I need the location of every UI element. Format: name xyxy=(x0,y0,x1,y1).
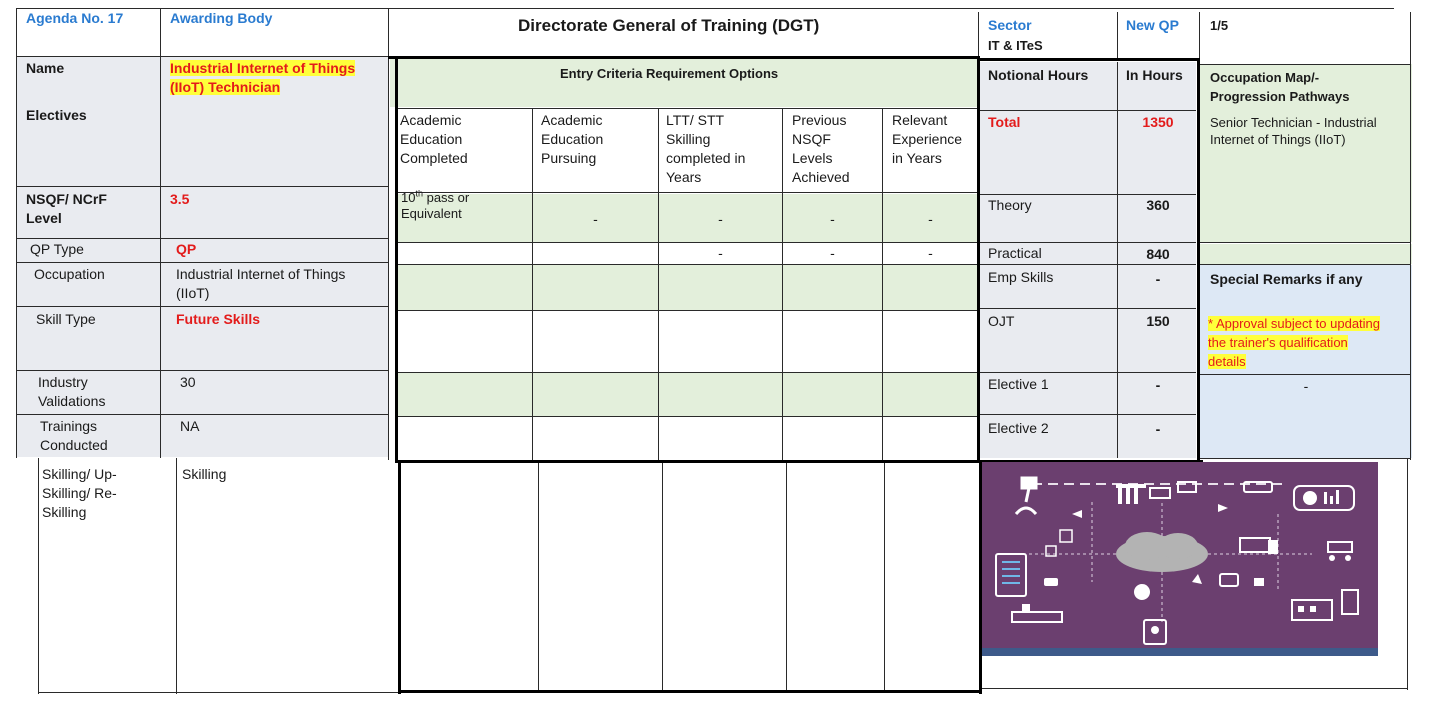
hours-emp-skills-value: - xyxy=(1155,271,1161,287)
remarks-dash: - xyxy=(1303,378,1309,394)
entry-row1-academic xyxy=(401,190,469,222)
approval-line3: details xyxy=(1208,354,1246,369)
special-remarks-label: Special Remarks if any xyxy=(1210,271,1363,287)
approval-remark xyxy=(1208,314,1380,371)
entry-col-academic-completed xyxy=(400,111,468,168)
nsqf-label xyxy=(26,190,107,228)
iiot-illustration xyxy=(982,462,1378,656)
left-value-bg xyxy=(163,56,388,457)
electives-label: Electives xyxy=(26,107,87,123)
industry-validations-value: 30 xyxy=(180,374,196,390)
nsqf-value: 3.5 xyxy=(170,191,190,207)
col2-line2: Education xyxy=(541,131,604,147)
iiot-network-graphic xyxy=(982,462,1378,656)
tenth-number: 10 xyxy=(401,190,416,205)
col3-line2: Skilling xyxy=(666,131,711,147)
hours-theory-label: Theory xyxy=(988,197,1032,213)
equivalent: Equivalent xyxy=(401,206,462,221)
trainings-label-line1: Trainings xyxy=(40,418,98,434)
entry-row5-bg xyxy=(396,372,978,416)
skill-type-value: Future Skills xyxy=(176,311,261,327)
col1-line2: Education xyxy=(400,131,463,147)
trainings-conducted-value: NA xyxy=(180,418,200,434)
col3-line4: Years xyxy=(666,169,702,185)
skilling-label xyxy=(42,465,117,522)
approval-line2: the trainer's qualification xyxy=(1208,335,1348,350)
col4-line1: Previous xyxy=(792,112,847,128)
col5-line2: Experience xyxy=(892,131,963,147)
occupation-map-heading xyxy=(1210,68,1349,106)
name-value xyxy=(170,59,355,97)
entry-row1-c5: - xyxy=(928,211,933,227)
senior-technician-path xyxy=(1210,114,1377,148)
hours-total-label: Total xyxy=(988,114,1021,130)
industry-label-line2: Validations xyxy=(38,393,106,409)
name-value-line1: Industrial Internet of Things xyxy=(170,60,356,76)
sector-label: Sector xyxy=(988,17,1032,33)
hours-emp-skills-label: Emp Skills xyxy=(988,269,1054,285)
entry-col-relevant-experience xyxy=(892,111,962,168)
name-label: Name xyxy=(26,60,65,76)
occupation-value-line1: Industrial Internet of Things xyxy=(176,266,346,282)
nsqf-label-line2: Level xyxy=(26,210,62,226)
name-value-line2: (IIoT) Technician xyxy=(170,79,281,95)
hours-total-value: 1350 xyxy=(1142,114,1174,130)
entry-col-ltt-stt xyxy=(666,111,745,187)
entry-col-academic-pursuing xyxy=(541,111,603,168)
tenth-post: pass or xyxy=(422,190,470,205)
occupation-value xyxy=(176,265,345,303)
page-number: 1/5 xyxy=(1210,18,1229,33)
col3-line3: completed in xyxy=(666,150,746,166)
hours-ojt-value: 150 xyxy=(1146,313,1170,329)
skilling-label-line3: Skilling xyxy=(42,504,87,520)
industry-label-line1: Industry xyxy=(38,374,88,390)
entry-row1-c2: - xyxy=(593,211,598,227)
qp-type-value: QP xyxy=(176,241,197,257)
page-title: Directorate General of Training (DGT) xyxy=(518,16,820,35)
col4-line3: Levels xyxy=(792,150,833,166)
occupation-label: Occupation xyxy=(34,266,105,282)
hours-elective2-label: Elective 2 xyxy=(988,420,1049,436)
trainings-conducted-label xyxy=(40,417,108,455)
new-qp-label: New QP xyxy=(1126,17,1179,33)
notional-hours-label: Notional Hours xyxy=(988,67,1089,83)
skill-type-label: Skill Type xyxy=(36,311,96,327)
hours-elective1-value: - xyxy=(1155,377,1161,393)
col3-line1: LTT/ STT xyxy=(666,112,725,128)
col4-line2: NSQF xyxy=(792,131,831,147)
agenda-number: Agenda No. 17 xyxy=(26,10,124,26)
in-hours-label: In Hours xyxy=(1126,67,1183,83)
right-green2-bg xyxy=(1199,244,1412,264)
occupation-value-line2: (IIoT) xyxy=(176,285,210,301)
occupation-map-line1: Occupation Map/- xyxy=(1210,70,1320,85)
skilling-label-line1: Skilling/ Up- xyxy=(42,466,117,482)
entry-row1-c3: - xyxy=(718,211,723,227)
col2-line1: Academic xyxy=(541,112,603,128)
entry-col-previous-nsqf xyxy=(792,111,850,187)
tenth-sup: th xyxy=(415,188,423,199)
entry-row1-c4: - xyxy=(830,211,835,227)
hours-practical-value: 840 xyxy=(1146,246,1170,262)
hours-theory-value: 360 xyxy=(1146,197,1170,213)
awarding-body-label: Awarding Body xyxy=(170,10,273,26)
entry-row2-c4: - xyxy=(830,245,835,261)
skilling-label-line2: Skilling/ Re- xyxy=(42,485,117,501)
col1-line3: Completed xyxy=(400,150,468,166)
occupation-map-line2: Progression Pathways xyxy=(1210,89,1350,104)
industry-validations-label xyxy=(38,373,105,411)
senior-line1: Senior Technician - Industrial xyxy=(1210,115,1377,130)
approval-line1: * Approval subject to updating xyxy=(1208,316,1381,331)
hours-practical-label: Practical xyxy=(988,245,1042,261)
entry-criteria-title: Entry Criteria Requirement Options xyxy=(560,66,779,81)
hours-elective2-value: - xyxy=(1155,421,1161,437)
senior-line2: Internet of Things (IIoT) xyxy=(1210,132,1346,147)
hours-elective1-label: Elective 1 xyxy=(988,376,1049,392)
qp-type-label: QP Type xyxy=(30,241,84,257)
col2-line3: Pursuing xyxy=(541,150,597,166)
entry-row2-c5: - xyxy=(928,245,933,261)
sector-value: IT & ITeS xyxy=(988,38,1043,53)
skilling-value: Skilling xyxy=(182,466,227,482)
entry-row3-bg xyxy=(396,264,978,310)
entry-row2-c3: - xyxy=(718,245,723,261)
nsqf-label-line1: NSQF/ NCrF xyxy=(26,191,107,207)
col1-line1: Academic xyxy=(400,112,462,128)
hours-ojt-label: OJT xyxy=(988,313,1015,329)
col5-line3: in Years xyxy=(892,150,942,166)
col5-line1: Relevant xyxy=(892,112,948,128)
col4-line4: Achieved xyxy=(792,169,850,185)
trainings-label-line2: Conducted xyxy=(40,437,108,453)
